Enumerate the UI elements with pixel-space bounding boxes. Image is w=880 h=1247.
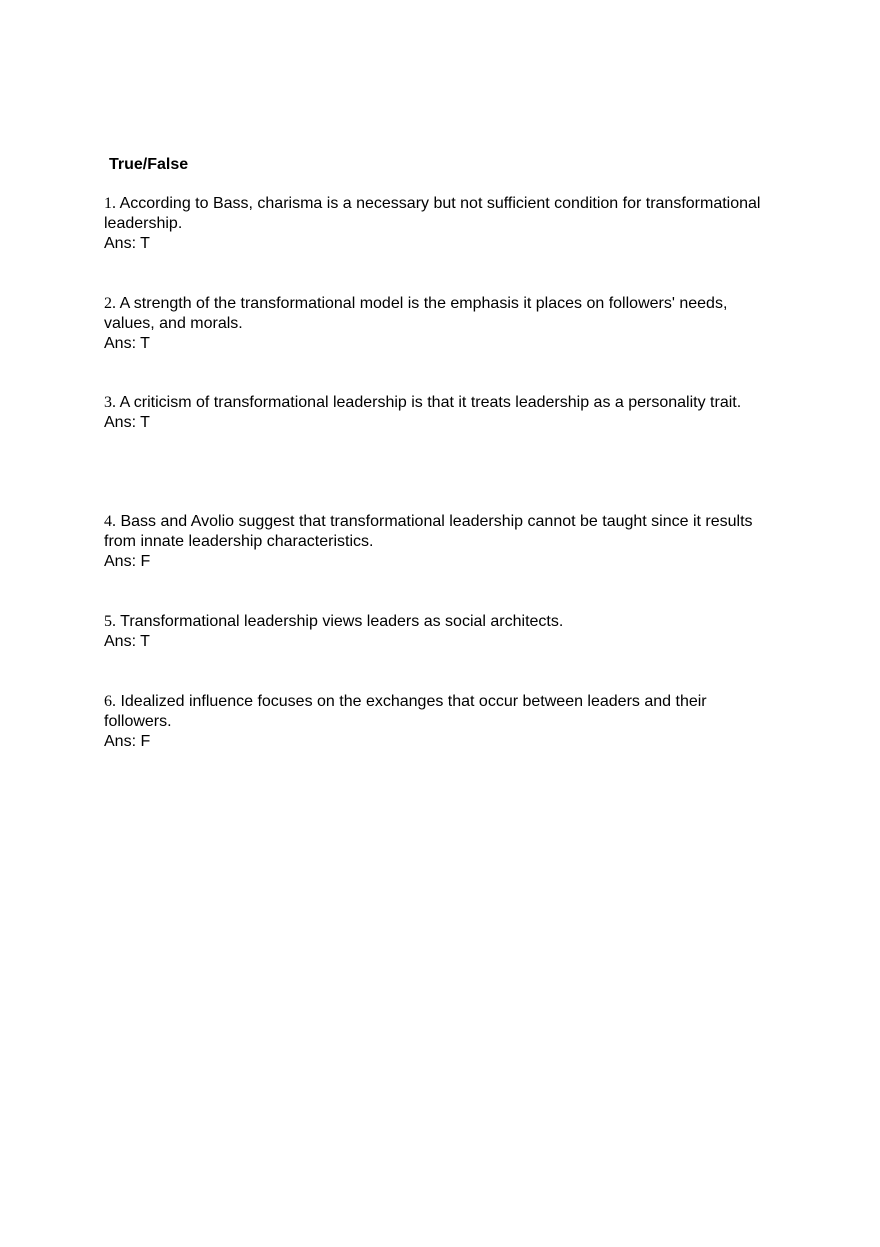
question-number: 1. — [104, 195, 116, 212]
question-5 — [104, 612, 774, 652]
question-answer: Ans: F — [104, 733, 151, 750]
question-2 — [104, 294, 774, 354]
question-number: 2. — [104, 295, 116, 312]
question-body: Transformational leadership views leaders as social architects. — [120, 613, 564, 630]
question-text — [104, 612, 774, 632]
question-body: Idealized influence focuses on the exchanges that occur between leaders and their followers. — [104, 693, 707, 730]
question-answer: Ans: T — [104, 335, 150, 352]
question-body: According to Bass, charisma is a necessary but not sufficient condition for transformational leadership. — [104, 195, 761, 232]
question-6 — [104, 692, 774, 752]
question-text — [104, 294, 774, 334]
question-number: 6. — [104, 693, 116, 710]
question-number: 3. — [104, 394, 116, 411]
question-number: 5. — [104, 613, 116, 630]
question-answer: Ans: T — [104, 633, 150, 650]
question-answer: Ans: F — [104, 553, 151, 570]
question-4 — [104, 512, 774, 572]
question-text — [104, 393, 774, 413]
question-body: Bass and Avolio suggest that transformational leadership cannot be taught since it results from innate leadership characteristics. — [104, 513, 753, 550]
question-text — [104, 692, 774, 732]
question-body: A criticism of transformational leadership is that it treats leadership as a personality trait. — [119, 394, 742, 411]
question-text — [104, 512, 774, 552]
question-body: A strength of the transformational model is the emphasis it places on followers' needs, values, and morals. — [104, 295, 728, 332]
section-heading: True/False — [109, 156, 189, 173]
question-answer: Ans: T — [104, 235, 150, 252]
question-3 — [104, 393, 774, 433]
question-answer: Ans: T — [104, 414, 150, 431]
question-1 — [104, 194, 774, 254]
question-text — [104, 194, 774, 234]
question-number: 4. — [104, 513, 116, 530]
